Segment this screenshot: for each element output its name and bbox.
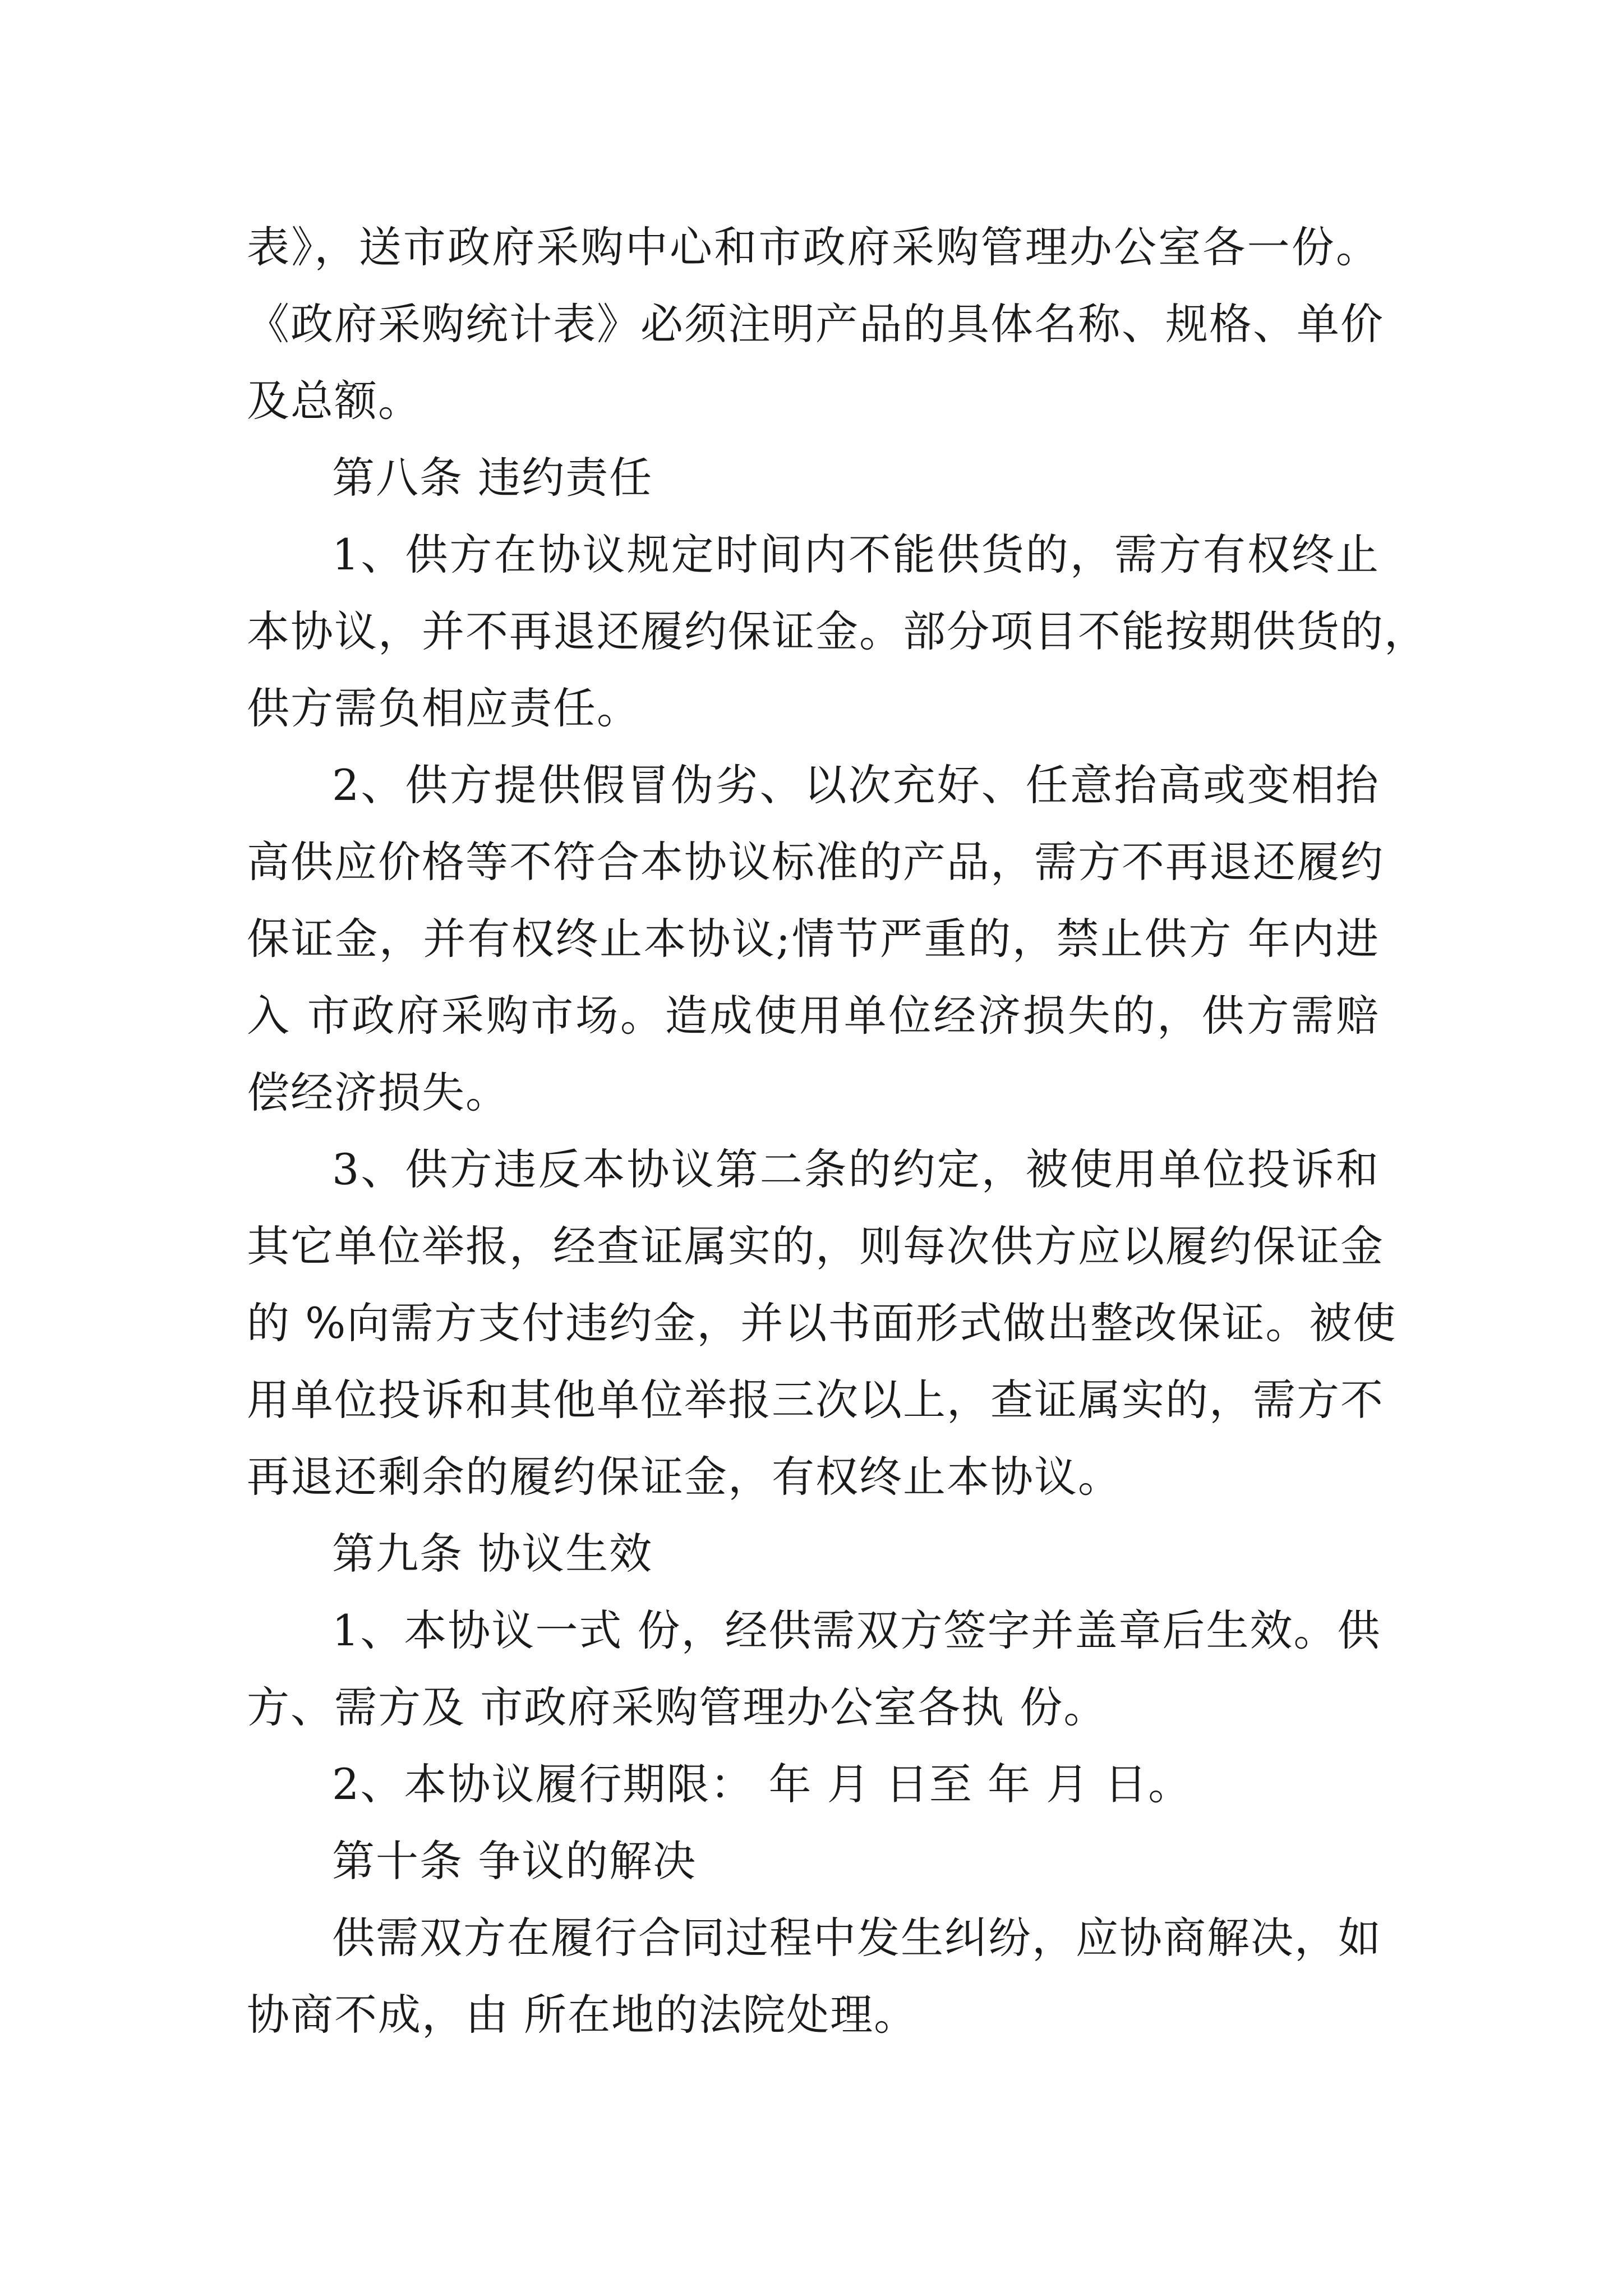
paragraph-line: 供方需负相应责任。 bbox=[247, 683, 640, 733]
paragraph-line: 入 市政府采购市场。造成使用单位经济损失的，供方需赔 bbox=[247, 991, 1380, 1041]
paragraph-line: 方、需方及 市政府采购管理办公室各执 份。 bbox=[247, 1682, 1108, 1732]
paragraph-line: 保证金，并有权终止本协议;情节严重的，禁止供方 年内进 bbox=[247, 914, 1380, 964]
section-heading-article-8: 第八条 违约责任 bbox=[332, 453, 653, 503]
paragraph-line: 协商不成，由 所在地的法院处理。 bbox=[247, 1990, 918, 2040]
paragraph-line: 偿经济损失。 bbox=[247, 1068, 509, 1117]
paragraph-line: 高供应价格等不符合本协议标准的产品，需方不再退还履约 bbox=[247, 837, 1384, 887]
paragraph-line: 2、本协议履行期限： 年 月 日至 年 月 日。 bbox=[332, 1759, 1192, 1809]
paragraph-line: 本协议，并不再退还履约保证金。部分项目不能按期供货的， bbox=[247, 606, 1428, 656]
paragraph-line: 其它单位举报，经查证属实的，则每次供方应以履约保证金 bbox=[247, 1221, 1384, 1271]
section-heading-article-9: 第九条 协议生效 bbox=[332, 1529, 653, 1579]
paragraph-line: 表》，送市政府采购中心和市政府采购管理办公室各一份。 bbox=[247, 222, 1380, 272]
paragraph-line: 的 %向需方支付违约金，并以书面形式做出整改保证。被使 bbox=[247, 1298, 1397, 1348]
document-body bbox=[247, 209, 1428, 2053]
paragraph-line: 再退还剩余的履约保证金，有权终止本协议。 bbox=[247, 1452, 1122, 1502]
section-heading-article-10: 第十条 争议的解决 bbox=[332, 1836, 697, 1886]
paragraph-line: 1、供方在协议规定时间内不能供货的，需方有权终止 bbox=[332, 530, 1380, 579]
paragraph-line: 3、供方违反本协议第二条的约定，被使用单位投诉和 bbox=[332, 1144, 1380, 1194]
paragraph-line: 及总额。 bbox=[247, 376, 422, 426]
paragraph-line: 《政府采购统计表》必须注明产品的具体名称、规格、单价 bbox=[247, 299, 1384, 349]
paragraph-line: 2、供方提供假冒伪劣、以次充好、任意抬高或变相抬 bbox=[332, 760, 1380, 810]
paragraph-line: 1、本协议一式 份，经供需双方签字并盖章后生效。供 bbox=[332, 1605, 1381, 1655]
paragraph-line: 用单位投诉和其他单位举报三次以上，查证属实的，需方不 bbox=[247, 1375, 1384, 1425]
paragraph-line: 供需双方在履行合同过程中发生纠纷，应协商解决，如 bbox=[332, 1913, 1382, 1963]
